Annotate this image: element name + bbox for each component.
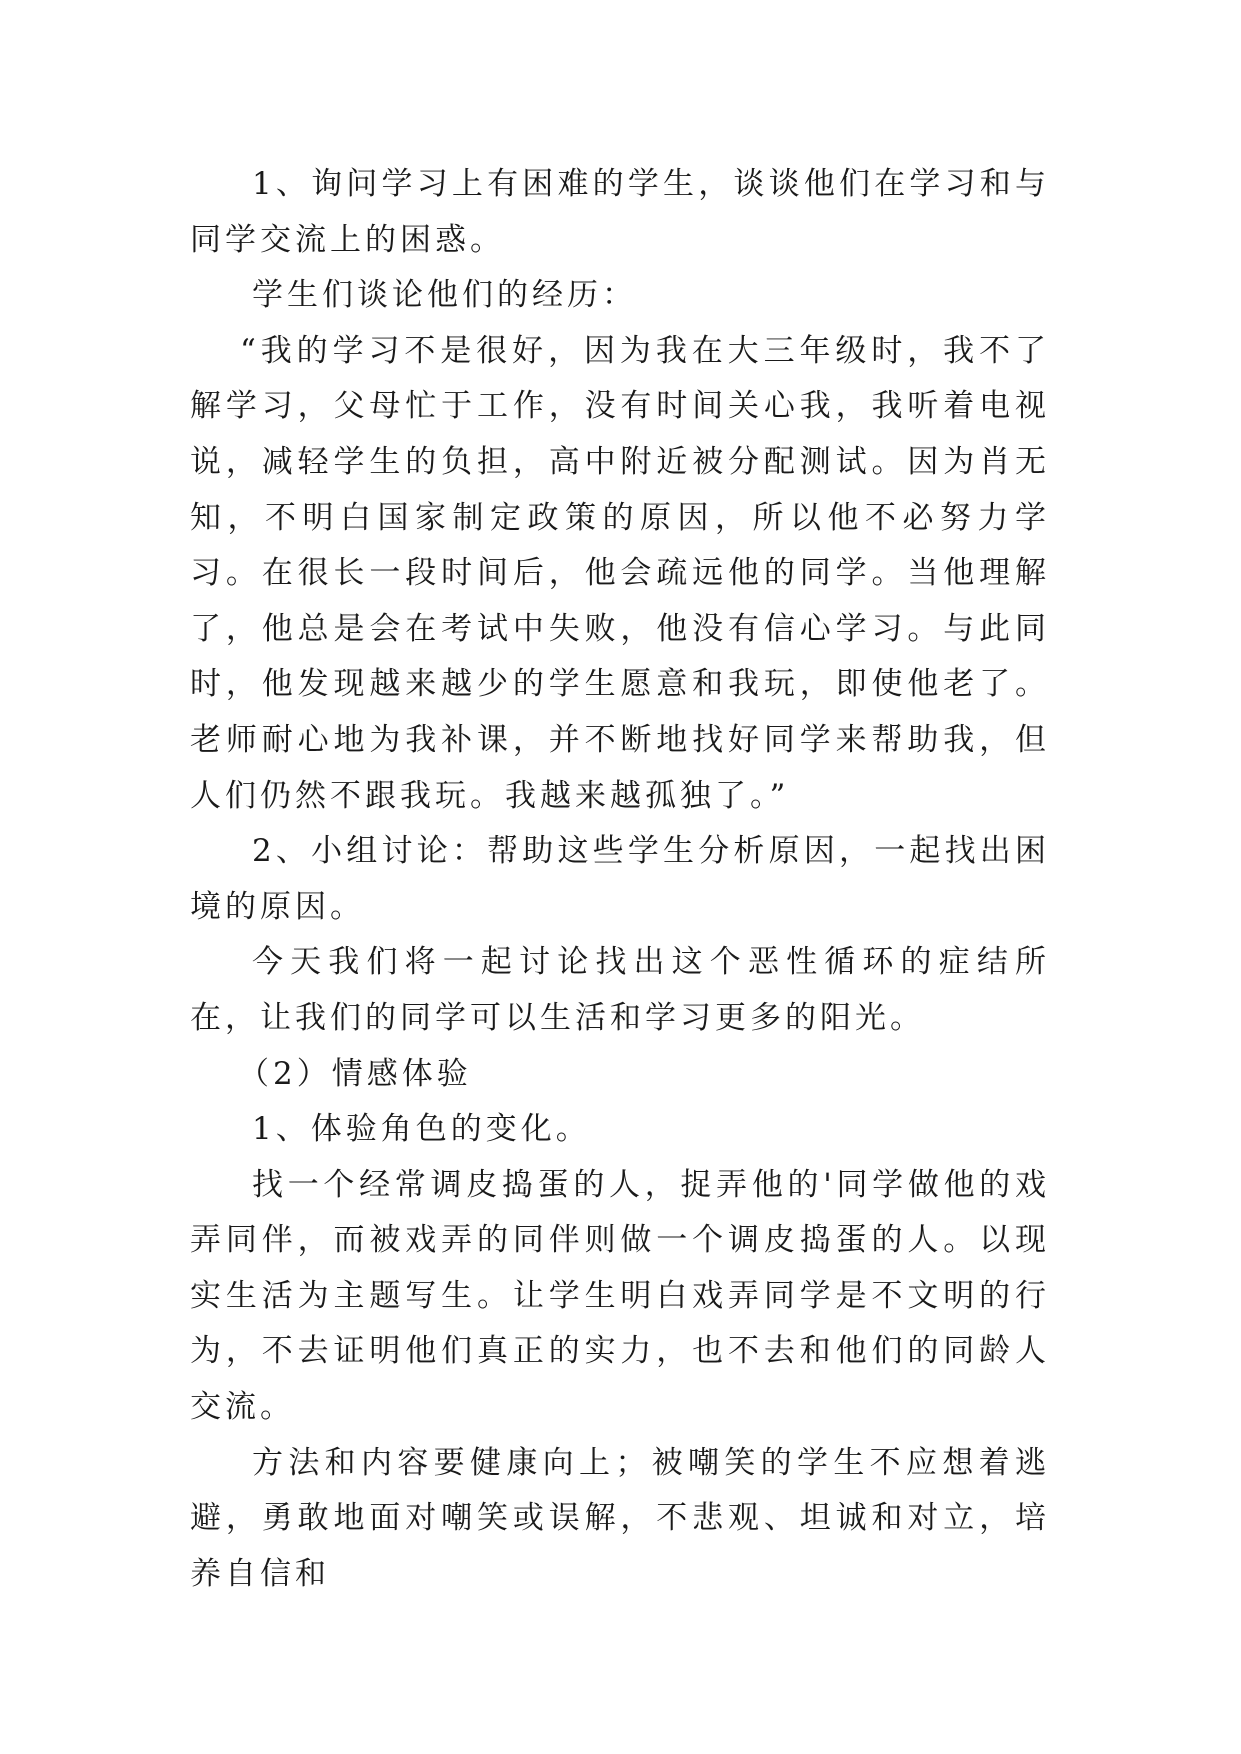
paragraph-role-change: 1、体验角色的变化。 xyxy=(252,1111,591,1148)
paragraph-today-discuss: 今天我们将一起讨论找出这个恶性循环的症结所在，让我们的同学可以生活和学习更多的阳光。 xyxy=(190,944,1050,1036)
paragraph-student-quote: “我的学习不是很好，因为我在大三年级时，我不了解学习，父母忙于工作，没有时间关心我，我听着电视说，减轻学生的负担，高中附近被分配测试。因为肖无知，不明白国家制定政策的原因，所以他不必努力学习。在很长一段时间后，他会疏远他的同学。当他理解了，他总是会在考试中失败，他没有信心学习。与此同时，他发现越来越少的学生愿意和我玩，即使他老了。老师耐心地为我补课，并不断地找好同学来帮助我，但人们仍然不跟我玩。我越来越孤独了。” xyxy=(190,332,1050,814)
paragraph-ask-students: 1、询问学习上有困难的学生，谈谈他们在学习和与同学交流上的困惑。 xyxy=(190,166,1050,258)
paragraph-group-discussion: 2、小组讨论：帮助这些学生分析原因，一起找出困境的原因。 xyxy=(190,833,1050,925)
paragraph-find-prankster: 找一个经常调皮捣蛋的人，捉弄他的'同学做他的戏弄同伴，而被戏弄的同伴则做一个调皮捣蛋的人。以现实生活为主题写生。让学生明白戏弄同学是不文明的行为，不去证明他们真正的实力，也不去和他们的同龄人交流。 xyxy=(190,1166,1050,1426)
section-heading-emotional-experience: （2）情感体验 xyxy=(238,1055,472,1092)
paragraph-students-talk: 学生们谈论他们的经历： xyxy=(252,277,637,314)
paragraph-methods-content: 方法和内容要健康向上；被嘲笑的学生不应想着逃避，勇敢地面对嘲笑或误解，不悲观、坦诚和对立，培养自信和 xyxy=(190,1444,1050,1592)
document-body xyxy=(190,157,1050,1602)
